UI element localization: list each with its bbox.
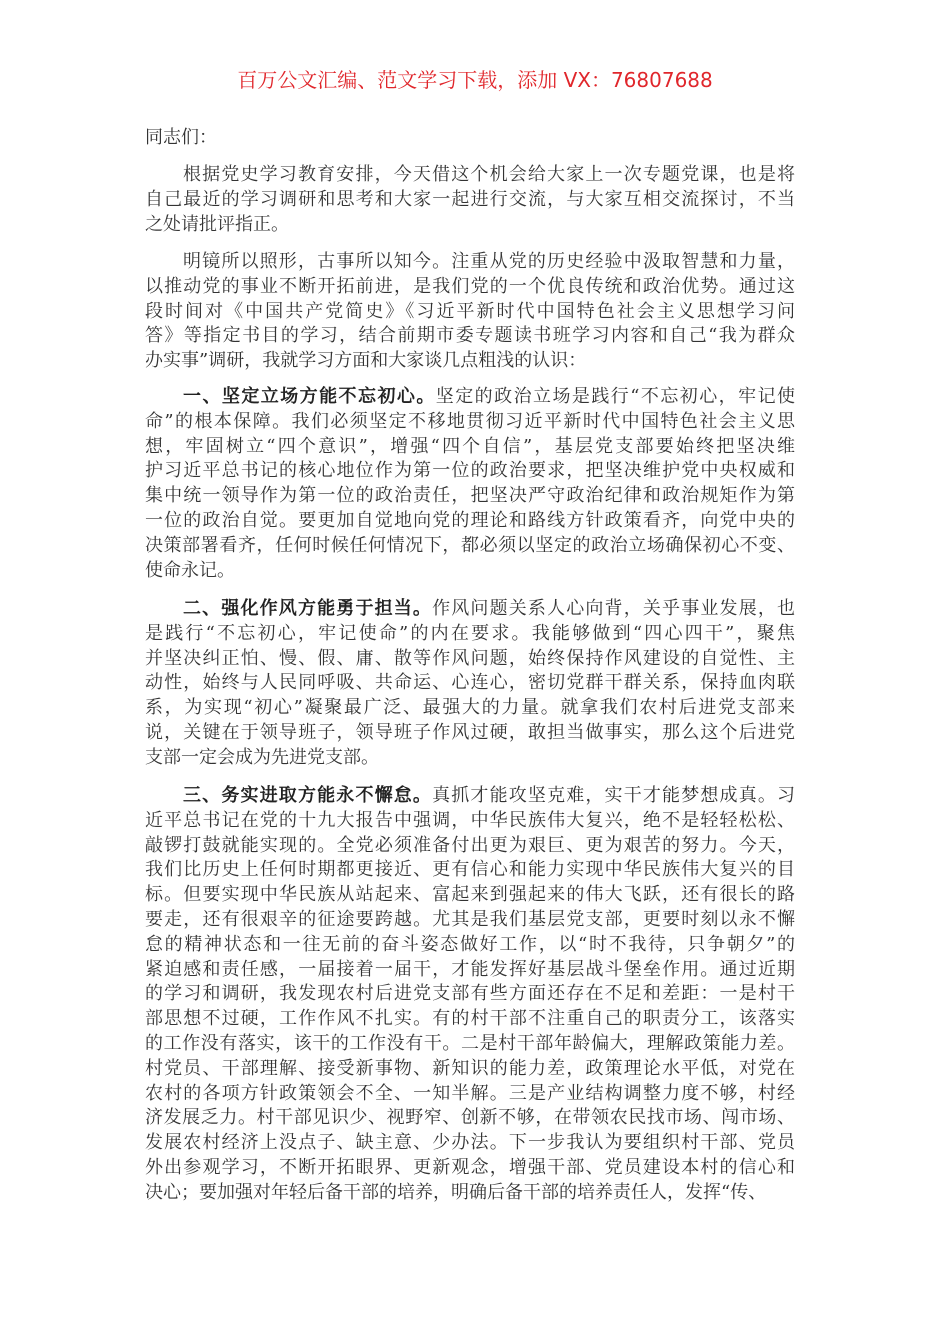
text-line: 说，关键在于领导班子，领导班子作风过硬，敢担当做事实，那么这个后进党 (145, 721, 795, 743)
text-line: 紧迫感和责任感，一届接着一届干，才能发挥好基层战斗堡垒作用。通过近期 (145, 958, 795, 980)
text-line: 并坚决纠正怕、慢、假、庸、散等作风问题，始终保持作风建设的自觉性、主 (145, 647, 795, 669)
text-line: 想，牢固树立“四个意识”，增强“四个自信”，基层党支部要始终把坚决维 (145, 435, 795, 457)
text-line: 一位的政治自觉。要更加自觉地向党的理论和路线方针政策看齐，向党中央的 (145, 509, 795, 531)
text-line: 之处请批评指正。 (145, 213, 289, 235)
text-line: 系，为实现“初心”凝聚最广泛、最强大的力量。就拿我们农村后进党支部来 (145, 697, 795, 719)
paragraph (145, 385, 795, 583)
salutation-text: 同志们： (145, 127, 217, 148)
paragraph (145, 597, 795, 771)
text-line: 段时间对《中国共产党简史》《习近平新时代中国特色社会主义思想学习问 (145, 300, 795, 322)
text-line: 决策部署看齐，任何时候任何情况下，都必须以坚定的政治立场确保初心不变、 (145, 534, 795, 556)
text-line: 以推动党的事业不断开拓前进，是我们党的一个优良传统和政治优势。通过这 (145, 275, 795, 297)
text-line: 答》等指定书目的学习，结合前期市委专题读书班学习内容和自己“我为群众 (145, 325, 795, 347)
text-line: 部思想不过硬，工作作风不扎实。有的村干部不注重自己的职责分工，该落实 (145, 1008, 795, 1030)
watermark-header: 百万公文汇编、范文学习下载，添加 VX：76807688 (237, 68, 713, 92)
text-line: 自己最近的学习调研和思考和大家一起进行交流，与大家互相交流探讨，不当 (145, 188, 795, 210)
text-line: 村党员、干部理解、接受新事物、新知识的能力差，政策理论水平低，对党在 (145, 1057, 795, 1079)
text-line: 近平总书记在党的十九大报告中强调，中华民族伟大复兴，绝不是轻轻松松、 (145, 809, 795, 831)
text-line: 农村的各项方针政策领会不全、一知半解。三是产业结构调整力度不够，村经 (145, 1082, 795, 1104)
text-line: 要走，还有很艰辛的征途要跨越。尤其是我们基层党支部，更要时刻以永不懈 (145, 908, 795, 930)
text-line: 外出参观学习，不断开拓眼界、更新观念，增强干部、党员建设本村的信心和 (145, 1156, 795, 1178)
paragraph (145, 250, 795, 374)
text-line: 二、强化作风方能勇于担当。作风问题关系人心向背，关乎事业发展，也 (183, 598, 796, 619)
text-line: 集中统一领导作为第一位的政治责任，把坚决严守政治纪律和政治规矩作为第 (145, 485, 795, 507)
text-line: 使命永记。 (145, 559, 235, 581)
text-line: 明镜所以照形，古事所以知今。注重从党的历史经验中汲取智慧和力量， (183, 251, 795, 272)
paragraph (145, 784, 795, 1206)
text-line: 护习近平总书记的核心地位作为第一位的政治要求，把坚决维护党中央权威和 (145, 460, 795, 482)
text-line: 敲锣打鼓就能实现的。全党必须准备付出更为艰巨、更为艰苦的努力。今天， (145, 834, 795, 856)
text-line: 济发展乏力。村干部见识少、视野窄、创新不够，在带领农民找市场、闯市场、 (145, 1107, 795, 1129)
text-line: 的学习和调研，我发现农村后进党支部有些方面还存在不足和差距：一是村干 (145, 983, 795, 1005)
text-line: 动性，始终与人民同呼吸、共命运、心连心，密切党群干群关系，保持血肉联 (145, 672, 795, 694)
text-line: 三、务实进取方能永不懈怠。真抓才能攻坚克难，实干才能梦想成真。习 (183, 785, 796, 806)
text-line: 标。但要实现中华民族从站起来、富起来到强起来的伟大飞跃，还有很长的路 (145, 884, 795, 906)
text-line: 的工作没有落实，该干的工作没有干。二是村干部年龄偏大，理解政策能力差。 (145, 1032, 795, 1054)
text-line: 发展农村经济上没点子、缺主意、少办法。下一步我认为要组织村干部、党员 (145, 1132, 795, 1154)
text-line: 决心；要加强对年轻后备干部的培养，明确后备干部的培养责任人，发挥“传、 (145, 1181, 767, 1203)
salutation (145, 126, 795, 151)
text-line: 办实事”调研，我就学习方面和大家谈几点粗浅的认识： (145, 350, 587, 372)
text-line: 怠的精神状态和一往无前的奋斗姿态做好工作，以“时不我待，只争朝夕”的 (145, 933, 795, 955)
text-line: 我们比历史上任何时期都更接近、更有信心和能力实现中华民族伟大复兴的目 (145, 859, 795, 881)
text-line: 一、坚定立场方能不忘初心。坚定的政治立场是践行“不忘初心，牢记使 (183, 386, 796, 407)
section-heading: 二、强化作风方能勇于担当。 (183, 598, 433, 619)
section-heading: 一、坚定立场方能不忘初心。 (183, 386, 436, 407)
paragraph (145, 163, 795, 237)
text-line: 支部一定会成为先进党支部。 (145, 746, 379, 768)
text-line: 根据党史学习教育安排，今天借这个机会给大家上一次专题党课，也是将 (183, 164, 795, 185)
section-heading: 三、务实进取方能永不懈怠。 (183, 785, 433, 806)
text-line: 是践行“不忘初心，牢记使命”的内在要求。我能够做到“四心四干”，聚焦 (145, 622, 795, 644)
text-line: 命”的根本保障。我们必须坚定不移地贯彻习近平新时代中国特色社会主义思 (145, 410, 795, 432)
